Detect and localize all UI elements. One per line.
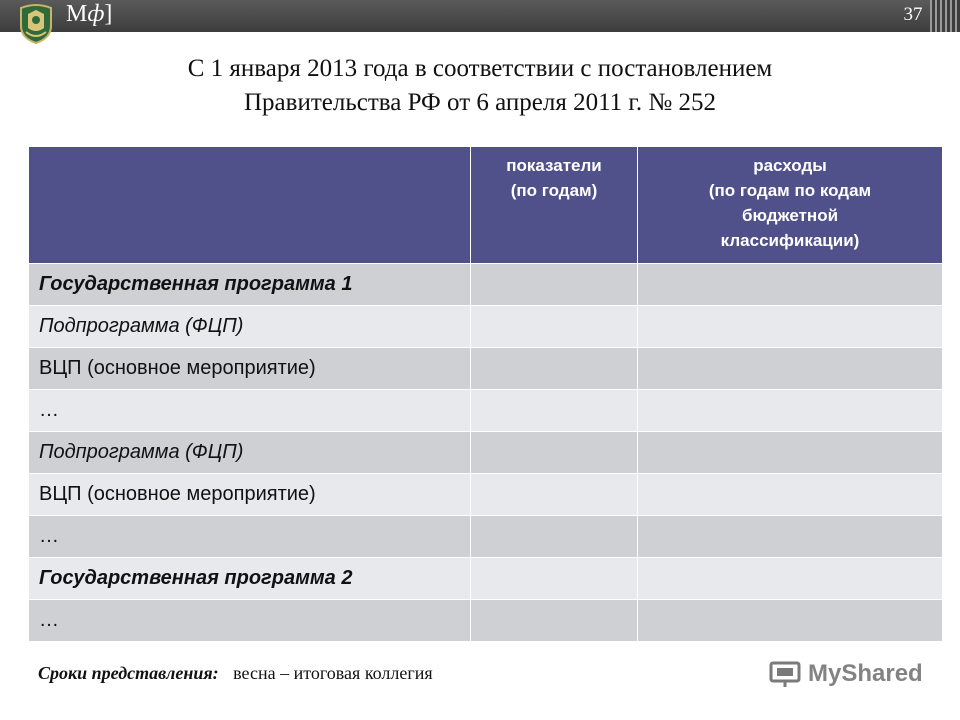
indicators-cell bbox=[471, 558, 638, 600]
row-label: ВЦП (основное мероприятие) bbox=[29, 474, 471, 516]
table-header-indicators: показатели (по годам) bbox=[471, 147, 638, 264]
row-label: Государственная программа 2 bbox=[29, 558, 471, 600]
top-bar bbox=[0, 0, 960, 32]
footer-value: весна – итоговая коллегия bbox=[233, 663, 433, 683]
table-row bbox=[29, 264, 943, 306]
slide-number: 37 bbox=[903, 4, 923, 25]
ministry-emblem-icon bbox=[17, 2, 55, 44]
table-row bbox=[29, 558, 943, 600]
table-row bbox=[29, 306, 943, 348]
brand-logo: Мф] bbox=[66, 1, 113, 27]
table-header-row bbox=[29, 147, 943, 264]
projector-icon bbox=[768, 659, 802, 689]
row-label: Подпрограмма (ФЦП) bbox=[29, 306, 471, 348]
expenses-cell bbox=[638, 516, 943, 558]
title-line-2: Правительства РФ от 6 апреля 2011 г. № 252 bbox=[244, 89, 716, 116]
row-label: … bbox=[29, 600, 471, 642]
table-header-expenses: расходы (по годам по кодам бюджетной классификации) bbox=[638, 147, 943, 264]
row-label: ВЦП (основное мероприятие) bbox=[29, 348, 471, 390]
expenses-cell bbox=[638, 600, 943, 642]
row-label: … bbox=[29, 390, 471, 432]
indicators-cell bbox=[471, 600, 638, 642]
table-header-empty bbox=[29, 147, 471, 264]
expenses-cell bbox=[638, 348, 943, 390]
indicators-cell bbox=[471, 348, 638, 390]
footer-label: Сроки представления: bbox=[38, 663, 219, 683]
expenses-cell bbox=[638, 474, 943, 516]
table-row bbox=[29, 516, 943, 558]
row-label: … bbox=[29, 516, 471, 558]
indicators-cell bbox=[471, 390, 638, 432]
expenses-cell bbox=[638, 558, 943, 600]
watermark bbox=[768, 657, 923, 691]
indicators-cell bbox=[471, 264, 638, 306]
slide-title bbox=[30, 52, 930, 120]
indicators-cell bbox=[471, 432, 638, 474]
title-line-1: С 1 января 2013 года в соответствии с постановлением bbox=[187, 55, 773, 82]
program-table bbox=[28, 146, 943, 642]
table-row bbox=[29, 600, 943, 642]
decorative-stripes bbox=[930, 0, 960, 32]
table-row bbox=[29, 474, 943, 516]
indicators-cell bbox=[471, 516, 638, 558]
table-row bbox=[29, 390, 943, 432]
expenses-cell bbox=[638, 264, 943, 306]
table-row bbox=[29, 348, 943, 390]
row-label: Государственная программа 1 bbox=[29, 264, 471, 306]
indicators-cell bbox=[471, 306, 638, 348]
indicators-cell bbox=[471, 474, 638, 516]
row-label: Подпрограмма (ФЦП) bbox=[29, 432, 471, 474]
table-row bbox=[29, 432, 943, 474]
watermark-text: MyShared bbox=[808, 660, 923, 687]
expenses-cell bbox=[638, 390, 943, 432]
expenses-cell bbox=[638, 306, 943, 348]
footer-note bbox=[38, 663, 433, 684]
expenses-cell bbox=[638, 432, 943, 474]
